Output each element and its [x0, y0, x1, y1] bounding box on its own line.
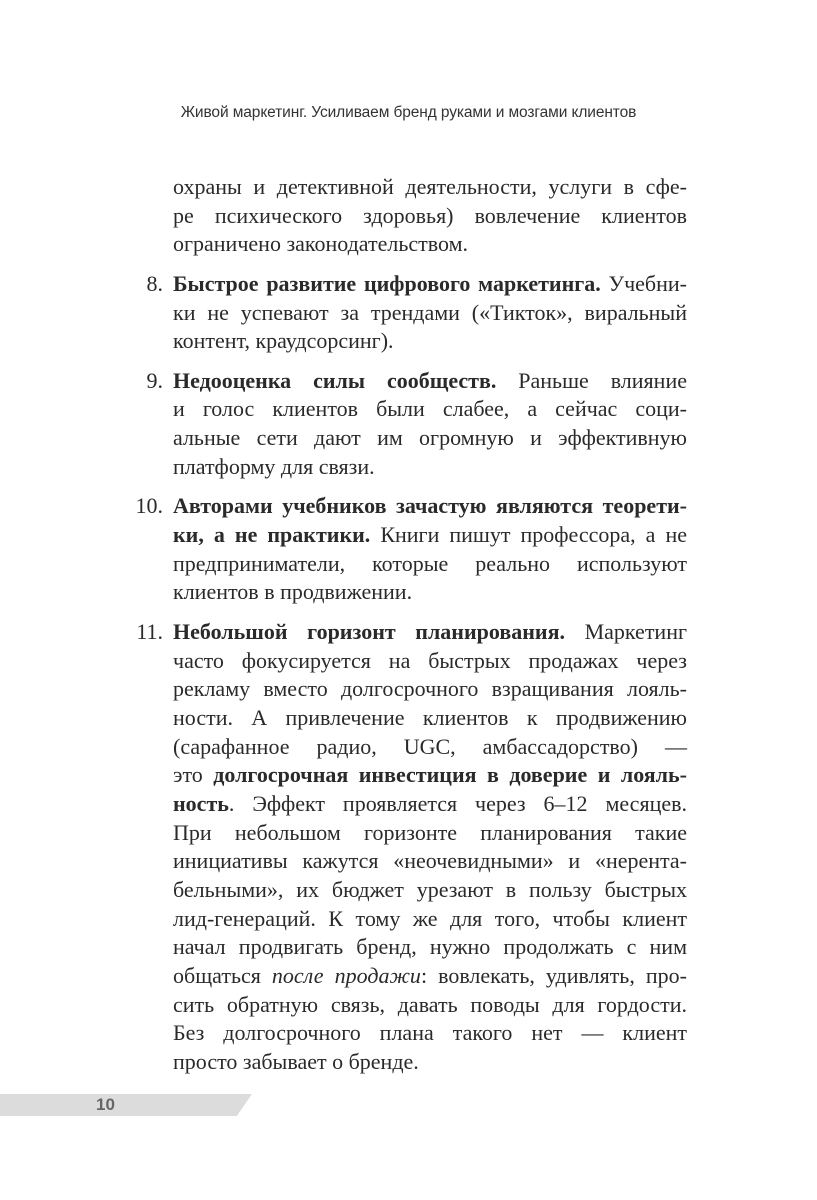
text-line: [173, 675, 687, 704]
bold-text: Авторами учебников зачастую являются теорети-: [173, 493, 687, 519]
text-line: [173, 424, 687, 453]
text-segment: ре психического здоровья) вовлечение клиентов: [173, 202, 687, 228]
text-line: [173, 173, 687, 202]
bold-text: ки, а не практики.: [173, 521, 371, 547]
text-line: [173, 905, 687, 934]
bold-text: ность: [173, 790, 229, 816]
text-line: [173, 202, 687, 231]
bold-text: Быстрое развитие цифрового маркетинга.: [173, 270, 601, 296]
text-segment: Маркетинг: [564, 618, 688, 644]
text-segment: просто забывает о бренде.: [173, 1049, 419, 1075]
text-segment: Книги пишут профессора, а не: [370, 521, 687, 547]
text-segment: При небольшом горизонте планирования такие: [173, 819, 687, 845]
text-line: [173, 761, 687, 790]
text-segment: сить обратную связь, давать поводы для гордости.: [173, 991, 687, 1017]
text-segment: . Эффект проявляется через 6–12 месяцев.: [228, 790, 687, 816]
text-line: [173, 991, 687, 1020]
text-line: [173, 933, 687, 962]
text-segment: ности. А привлечение клиентов к продвижению: [173, 704, 687, 730]
text-segment: и голос клиентов были слабее, а сейчас соци-: [173, 396, 687, 422]
text-segment: ограничено законодательством.: [173, 231, 469, 257]
text-line: [173, 367, 687, 396]
text-line: [173, 395, 687, 424]
list-number: 11.: [136, 618, 163, 644]
text-line: [173, 819, 687, 848]
list-item: [0, 367, 817, 482]
text-line: [173, 453, 687, 482]
list-item: [0, 492, 817, 607]
text-line: [173, 299, 687, 328]
italic-text: после продажи: [271, 963, 421, 989]
list-number: 10.: [135, 493, 163, 519]
text-line: [173, 550, 687, 579]
bold-text: Недооценка силы сообществ.: [173, 367, 497, 393]
text-line: [173, 327, 687, 356]
text-segment: Раньше влияние: [496, 367, 687, 393]
text-line: [173, 492, 687, 521]
text-segment: Учебни-: [600, 270, 687, 296]
text-line: [173, 1019, 687, 1048]
text-line: [173, 704, 687, 733]
text-line: [173, 647, 687, 676]
running-head: Живой маркетинг. Усиливаем бренд руками и мозгами клиентов: [180, 104, 637, 121]
text-line: [173, 270, 687, 299]
text-line: [173, 876, 687, 905]
text-segment: : вовлекать, удивлять, про-: [420, 963, 687, 989]
text-line: [173, 962, 687, 991]
text-segment: контент, краудсорсинг).: [173, 328, 394, 354]
list-item: [0, 270, 817, 356]
text-segment: лид-генераций. К тому же для того, чтобы клиент: [173, 905, 687, 931]
text-segment: рекламу вместо долгосрочного взращивания лояль-: [173, 676, 687, 702]
text-segment: часто фокусируется на быстрых продажах через: [173, 647, 687, 673]
text-segment: платформу для связи.: [173, 453, 375, 479]
text-line: [173, 578, 687, 607]
text-segment: это: [173, 762, 214, 788]
text-line: [173, 521, 687, 550]
bold-text: Небольшой горизонт планирования.: [173, 618, 565, 644]
text-line: [173, 790, 687, 819]
text-segment: начал продвигать бренд, нужно продолжать с ним: [173, 934, 687, 960]
list-number: 9.: [146, 367, 163, 393]
list-item: [0, 618, 817, 1077]
text-segment: охраны и детективной деятельности, услуги в сфе-: [173, 174, 687, 199]
page-number: 10: [96, 1095, 115, 1114]
bold-text: долгосрочная инвестиция в доверие и лояль-: [213, 762, 687, 788]
page-number-band: [0, 1094, 252, 1116]
text-line: [173, 733, 687, 762]
text-segment: бельными», их бюджет урезают в пользу быстрых: [173, 877, 687, 902]
text-segment: альные сети дают им огромную и эффективную: [173, 425, 687, 451]
text-segment: клиентов в продвижении.: [173, 579, 413, 605]
body-text: [0, 173, 817, 1077]
text-segment: общаться: [173, 963, 272, 989]
text-segment: ки не успевают за трендами («Тикток», виральный: [173, 299, 687, 325]
paragraph: [0, 173, 817, 259]
text-line: [173, 847, 687, 876]
text-segment: (сарафанное радио, UGC, амбассадорство) —: [173, 733, 687, 759]
list-number: 8.: [146, 270, 163, 296]
text-line: [173, 618, 687, 647]
text-line: [173, 1048, 687, 1077]
text-segment: инициативы кажутся «неочевидными» и «нерента-: [173, 848, 687, 874]
text-segment: Без долгосрочного плана такого нет — клиент: [173, 1020, 687, 1046]
text-line: [173, 230, 687, 259]
text-segment: предприниматели, которые реально используют: [173, 550, 687, 576]
